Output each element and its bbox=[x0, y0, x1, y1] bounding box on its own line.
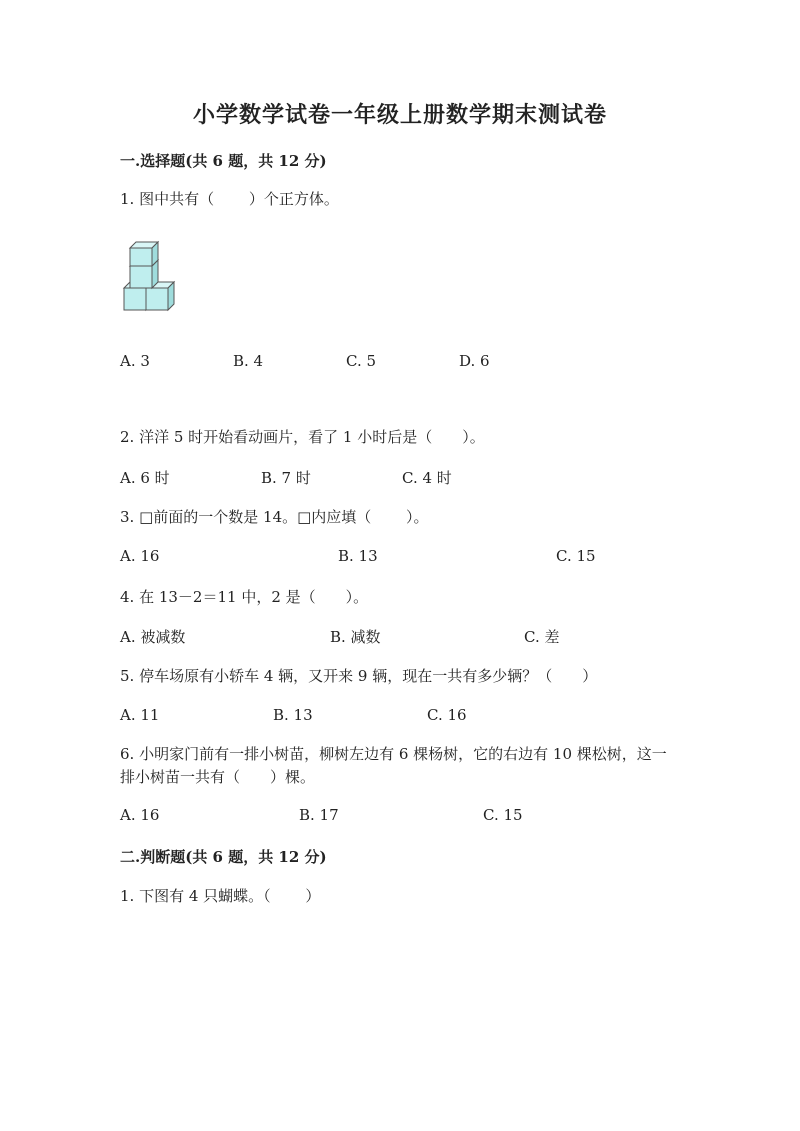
q3-option-a[interactable]: A. 16 bbox=[120, 547, 160, 565]
q2-option-b[interactable]: B. 7 时 bbox=[261, 469, 311, 487]
q6-option-a[interactable]: A. 16 bbox=[120, 806, 160, 824]
page-title: 小学数学试卷一年级上册数学期末测试卷 bbox=[192, 102, 607, 128]
cube-figure bbox=[118, 240, 178, 316]
question-6: 6. 小明家门前有一排小树苗，柳树左边有 6 棵杨树，它的右边有 10 棵松树，这一排小树苗一共有（ ）棵。 bbox=[120, 745, 667, 786]
q5-option-a[interactable]: A. 11 bbox=[120, 706, 160, 724]
question-3: 3. □前面的一个数是 14。□内应填（ ）。 bbox=[120, 508, 429, 526]
q3-option-b[interactable]: B. 13 bbox=[338, 547, 378, 565]
q5-option-b[interactable]: B. 13 bbox=[273, 706, 313, 724]
q1-option-b[interactable]: B. 4 bbox=[233, 352, 264, 370]
section-heading-choice: 一.选择题(共 6 题，共 12 分) bbox=[120, 152, 327, 170]
q5-option-c[interactable]: C. 16 bbox=[427, 706, 467, 724]
q2-option-c[interactable]: C. 4 时 bbox=[402, 469, 452, 487]
question-2: 2. 洋洋 5 时开始看动画片，看了 1 小时后是（ ）。 bbox=[120, 428, 485, 446]
q4-option-a[interactable]: A. 被减数 bbox=[120, 628, 186, 646]
cube-stack-image bbox=[118, 240, 178, 312]
q4-option-b[interactable]: B. 减数 bbox=[330, 628, 381, 646]
q6-option-c[interactable]: C. 15 bbox=[483, 806, 523, 824]
q1-option-d[interactable]: D. 6 bbox=[459, 352, 490, 370]
q1-option-c[interactable]: C. 5 bbox=[346, 352, 377, 370]
q1-option-a[interactable]: A. 3 bbox=[120, 352, 150, 370]
q4-option-c[interactable]: C. 差 bbox=[524, 628, 560, 646]
q6-option-b[interactable]: B. 17 bbox=[299, 806, 339, 824]
judgment-question-1: 1. 下图有 4 只蝴蝶。（ ） bbox=[120, 887, 321, 905]
question-4: 4. 在 13－2＝11 中，2 是（ ）。 bbox=[120, 588, 369, 606]
question-1: 1. 图中共有（ ）个正方体。 bbox=[120, 190, 339, 208]
section-heading-judgment: 二.判断题(共 6 题，共 12 分) bbox=[120, 848, 327, 866]
q2-option-a[interactable]: A. 6 时 bbox=[120, 469, 170, 487]
question-5: 5. 停车场原有小轿车 4 辆，又开来 9 辆，现在一共有多少辆？（ ） bbox=[120, 667, 598, 685]
q3-option-c[interactable]: C. 15 bbox=[556, 547, 596, 565]
